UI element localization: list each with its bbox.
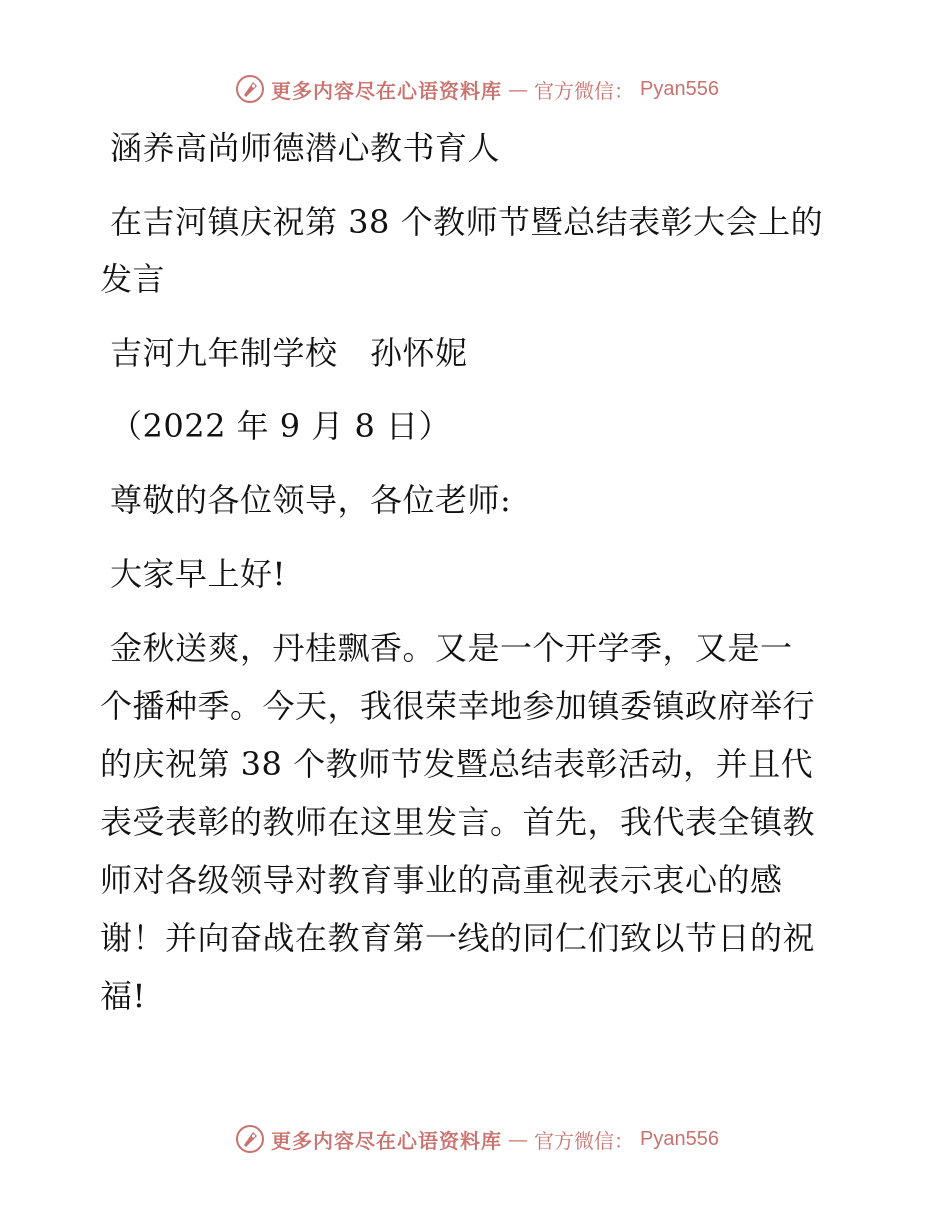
- watermark-suffix: 官方微信：: [534, 1128, 634, 1153]
- watermark-main-text: 更多内容尽在心语资料库: [271, 78, 502, 103]
- body-line: 金秋送爽，丹桂飘香。又是一个开学季，又是一: [110, 629, 793, 667]
- watermark-dash: —: [508, 1127, 528, 1151]
- body-line: 福!: [100, 977, 146, 1015]
- watermark-main-text: 更多内容尽在心语资料库: [271, 1128, 502, 1153]
- watermark-handle: Pyan556: [640, 1127, 719, 1150]
- body-line: 个播种季。今天，我很荣幸地参加镇委镇政府举行: [100, 687, 816, 725]
- watermark-suffix: 官方微信：: [534, 78, 634, 103]
- document-salutation: 尊敬的各位领导，各位老师:: [110, 481, 512, 519]
- body-line: 谢！并向奋战在教育第一线的同仁们致以节日的祝: [100, 919, 816, 957]
- body-line: 表受表彰的教师在这里发言。首先，我代表全镇教: [100, 803, 816, 841]
- document-subtitle-line-2: 发言: [100, 260, 166, 298]
- fountain-pen-nib-icon: [235, 1124, 265, 1154]
- watermark-dash: —: [508, 77, 528, 101]
- document-title: 涵养高尚师德潜心教书育人: [110, 129, 501, 167]
- body-line: 的庆祝第 38 个教师节发暨总结表彰活动，并且代: [100, 745, 814, 783]
- document-subtitle-line-1: 在吉河镇庆祝第 38 个教师节暨总结表彰大会上的: [110, 203, 824, 241]
- document-date: （2022 年 9 月 8 日）: [110, 407, 452, 445]
- footer-watermark: [235, 1124, 719, 1154]
- body-line: 师对各级领导对教育事业的高重视表示衷心的感: [100, 861, 783, 899]
- fountain-pen-nib-icon: [235, 74, 265, 104]
- watermark-handle: Pyan556: [640, 77, 719, 100]
- document-author: 吉河九年制学校 孙怀妮: [110, 334, 468, 372]
- header-watermark: [235, 74, 719, 104]
- document-greeting: 大家早上好!: [110, 555, 286, 593]
